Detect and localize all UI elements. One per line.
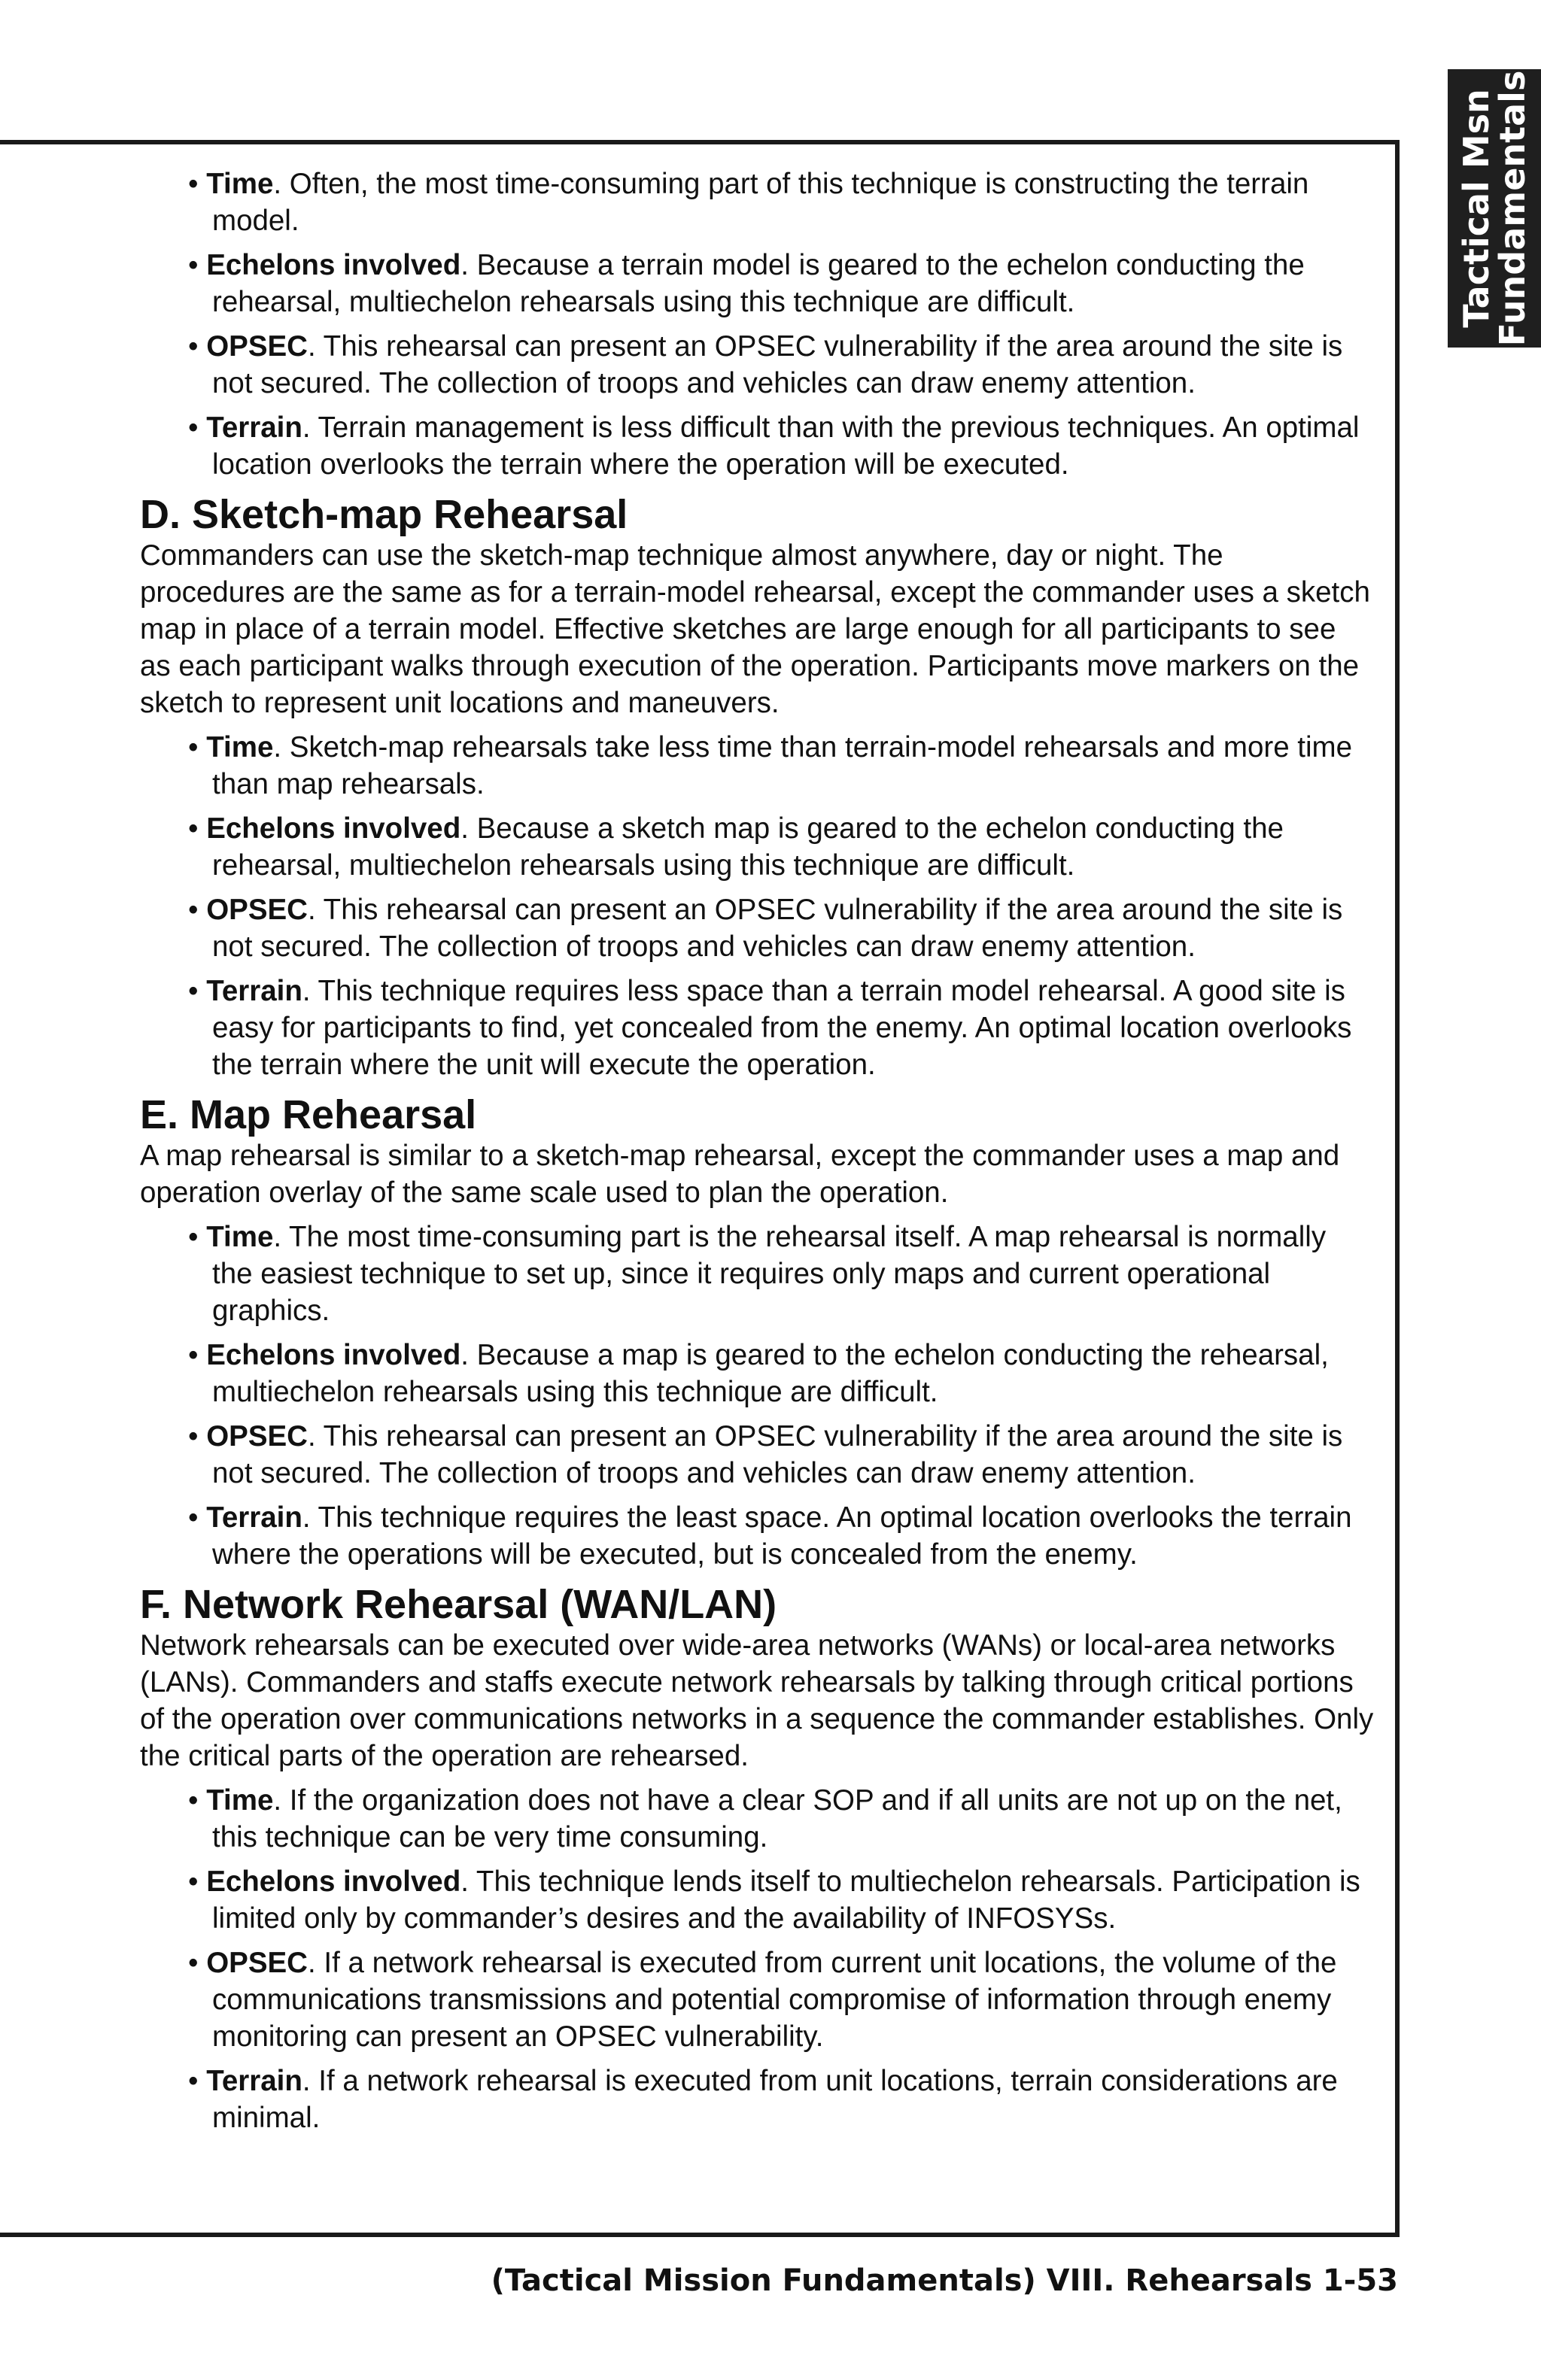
section-network [140, 1582, 1374, 2136]
section-tab-label [1456, 70, 1533, 347]
bullet-echelons: • Echelons involved. Because a map is geared to the echelon conducting the rehearsal, multiechelon rehearsals using this technique are difficult. [188, 1339, 1329, 1408]
bullet-echelons: • Echelons involved. Because a sketch map is geared to the echelon conducting the rehearsal, multiechelon rehearsals using this technique are difficult. [188, 812, 1284, 882]
section-heading: E. Map Rehearsal [140, 1092, 477, 1137]
bullet-terrain: • Terrain. If a network rehearsal is executed from unit locations, terrain considerations are minimal. [188, 2065, 1338, 2134]
bullet-terrain: • Terrain. This technique requires the least space. An optimal location overlooks the terrain where the operations will be executed, but is concealed from the enemy. [188, 1501, 1352, 1571]
section-body: Network rehearsals can be executed over wide-area networks (WANs) or local-area networks (LANs). Commanders and staffs execute network rehearsals by talking through critical portions of the operation over communications networks in a sequence the commander establishes. Only the critical parts of the operation are rehearsed. [140, 1629, 1374, 1772]
bullet-opsec: • OPSEC. This rehearsal can present an OPSEC vulnerability if the area around the site is not secured. The collection of troops and vehicles can draw enemy attention. [188, 330, 1343, 399]
bullet-terrain: • Terrain. This technique requires less space than a terrain model rehearsal. A good site is easy for participants to find, yet concealed from the enemy. An optimal location overlooks the terrain where the unit will execute the operation. [188, 975, 1352, 1081]
bullet-echelons: • Echelons involved. This technique lends itself to multiechelon rehearsals. Participation is limited only by commander’s desires and the availability of INFOSYSs. [188, 1865, 1360, 1935]
bullet-terrain: • Terrain. Terrain management is less difficult than with the previous techniques. An optimal location overlooks the terrain where the operation will be executed. [188, 411, 1360, 481]
section-heading: D. Sketch-map Rehearsal [140, 492, 628, 537]
section-body: A map rehearsal is similar to a sketch-map rehearsal, except the commander uses a map and operation overlay of the same scale used to plan the operation. [140, 1140, 1340, 1209]
intro-bullet-list [140, 165, 1374, 483]
bullet-opsec: • OPSEC. This rehearsal can present an OPSEC vulnerability if the area around the site is not secured. The collection of troops and vehicles can draw enemy attention. [188, 894, 1343, 963]
bullet-time: • Time. If the organization does not have a clear SOP and if all units are not up on the net, this technique can be very time consuming. [188, 1784, 1342, 1853]
bullet-opsec: • OPSEC. If a network rehearsal is executed from current unit locations, the volume of the communications transmissions and potential compromise of information through enemy monitoring can present an OPSEC vulnerability. [188, 1947, 1337, 2053]
section-tab-line-2: Fundamentals [1492, 70, 1533, 347]
bullet-echelons: • Echelons involved. Because a terrain model is geared to the echelon conducting the rehearsal, multiechelon rehearsals using this technique are difficult. [188, 249, 1305, 318]
section-body: Commanders can use the sketch-map technique almost anywhere, day or night. The procedures are the same as for a terrain-model rehearsal, except the commander uses a sketch map in place of a terrain model. Effective sketches are large enough for all participants to see as each participant walks through execution of the operation. Participants move markers on the sketch to represent unit locations and maneuvers. [140, 539, 1370, 719]
section-tab [1448, 69, 1541, 348]
bullet-opsec: • OPSEC. This rehearsal can present an OPSEC vulnerability if the area around the site is not secured. The collection of troops and vehicles can draw enemy attention. [188, 1420, 1343, 1489]
section-sketch-map [140, 492, 1374, 1083]
bullet-time: • Time. Sketch-map rehearsals take less time than terrain-model rehearsals and more time than map rehearsals. [188, 731, 1353, 800]
section-heading: F. Network Rehearsal (WAN/LAN) [140, 1582, 777, 1627]
bullet-time: • Time. Often, the most time-consuming part of this technique is constructing the terrain model. [188, 168, 1309, 237]
section-tab-line-1: Tactical Msn [1456, 89, 1497, 328]
section-map [140, 1092, 1374, 1573]
page-footer: (Tactical Mission Fundamentals) VIII. Rehearsals 1-53 [491, 2263, 1398, 2298]
bullet-time: • Time. The most time-consuming part is the rehearsal itself. A map rehearsal is normally the easiest technique to set up, since it requires only maps and current operational graphics. [188, 1221, 1327, 1327]
page-content [140, 165, 1374, 2144]
